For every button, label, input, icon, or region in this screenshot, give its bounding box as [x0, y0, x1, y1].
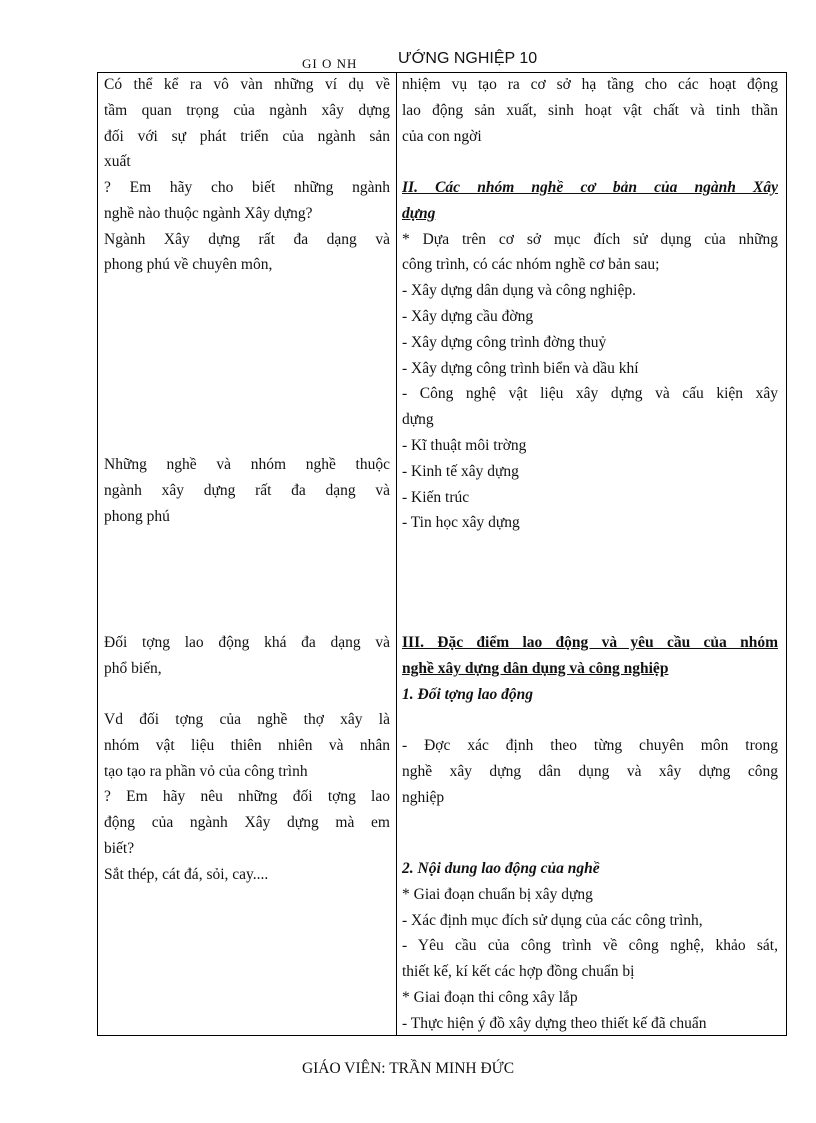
- left-line: phổ biến,: [104, 659, 162, 677]
- section-2: [402, 175, 778, 536]
- page-footer: GIÁO VIÊN: TRẦN MINH ĐỨC: [301, 1060, 515, 1077]
- right-line: của con ngời: [402, 127, 482, 145]
- left-line: Những nghề và nhóm nghề thuộc: [104, 456, 390, 473]
- right-line: - Yêu cầu của công trình về công nghệ, khảo sát,: [402, 937, 778, 955]
- left-line: phong phú về chuyên môn,: [104, 256, 273, 274]
- left-line: đối với sự phát triển của ngành sản: [104, 127, 390, 145]
- left-line: Có thể kể ra vô vàn những ví dụ về: [104, 76, 390, 93]
- left-line: Sắt thép, cát đá, sỏi, cay....: [104, 865, 269, 883]
- section-2-heading: II. Các nhóm nghề cơ bản của ngành Xây: [402, 179, 778, 196]
- right-line: thiết kế, kí kết các hợp đồng chuẩn bị: [402, 963, 635, 981]
- right-line: - Kĩ thuật môi trờng: [402, 436, 527, 454]
- left-block-2: [104, 175, 390, 278]
- section-3-subheading-2: 2. Nội dung lao động của nghề: [402, 860, 600, 877]
- right-line: - Đợc xác định theo từng chuyên môn trong: [402, 737, 778, 754]
- right-line: - Công nghệ vật liệu xây dựng và cấu kiện xây: [402, 385, 778, 403]
- right-line: dựng: [402, 411, 434, 429]
- section-3-heading: nghề xây dựng dân dụng và công nghiệp: [402, 659, 669, 677]
- right-intro: [402, 72, 778, 149]
- left-line: tầm quan trọng của ngành xây dựng: [104, 101, 390, 119]
- section-3: [402, 630, 778, 707]
- header-title: ƯỚNG NGHIỆP 10: [398, 50, 538, 67]
- left-line: ? Em hãy cho biết những ngành: [104, 179, 390, 196]
- column-divider: [396, 72, 397, 1036]
- left-line: nghề nào thuộc ngành Xây dựng?: [104, 204, 313, 222]
- section-3-sub1-body: [402, 733, 778, 810]
- right-line: - Xây dựng công trình biển và dầu khí: [402, 359, 639, 377]
- right-line: - Kinh tế xây dựng: [402, 462, 519, 480]
- left-line: tạo tạo ra phần vỏ của công trình: [104, 762, 308, 780]
- right-line: * Giai đoạn chuẩn bị xây dựng: [402, 885, 593, 903]
- right-line: - Thực hiện ý đồ xây dựng theo thiết kế đã chuẩn: [402, 1014, 707, 1032]
- left-line: Đối tợng lao động khá đa dạng và: [104, 634, 390, 651]
- left-line: phong phú: [104, 507, 170, 525]
- left-line: biết?: [104, 839, 135, 857]
- left-block-4: [104, 630, 390, 682]
- left-line: ngành xây dựng rất đa dạng và: [104, 481, 390, 499]
- right-line: * Giai đoạn thi công xây lắp: [402, 988, 578, 1006]
- left-block-1: [104, 72, 390, 175]
- left-block-5: [104, 707, 390, 888]
- page-header: [0, 50, 816, 72]
- right-line: nghề xây dựng dân dụng và xây dựng công: [402, 762, 778, 780]
- right-line: - Xây dựng dân dụng và công nghiệp.: [402, 282, 636, 300]
- header-left-fragment: GI O NH: [302, 56, 358, 71]
- right-line: - Tin học xây dựng: [402, 514, 520, 532]
- section-3-subheading-1: 1. Đối tợng lao động: [402, 685, 534, 703]
- right-line: * Dựa trên cơ sở mục đích sử dụng của những: [402, 230, 778, 248]
- right-line: công trình, có các nhóm nghề cơ bản sau;: [402, 256, 660, 274]
- right-line: nhiệm vụ tạo ra cơ sở hạ tầng cho các hoạt động: [402, 76, 778, 93]
- left-line: xuất: [104, 153, 131, 171]
- left-block-3: [104, 452, 390, 529]
- right-line: nghiệp: [402, 788, 445, 806]
- section-3-sub2: [402, 856, 778, 1037]
- right-line: lao động sản xuất, sinh hoạt vật chất và tinh thần: [402, 101, 778, 119]
- right-line: - Xây dựng công trình đờng thuỷ: [402, 333, 607, 351]
- left-line: ? Em hãy nêu những đối tợng lao: [104, 788, 390, 806]
- right-line: - Xây dựng cầu đờng: [402, 307, 534, 325]
- section-2-heading: dựng: [402, 204, 436, 222]
- left-line: Vd đối tợng của nghề thợ xây là: [104, 711, 390, 728]
- section-3-heading: III. Đặc điểm lao động và yêu cầu của nhóm: [402, 634, 778, 651]
- right-line: - Xác định mục đích sử dụng của các công trình,: [402, 911, 703, 929]
- left-line: động của ngành Xây dựng mà em: [104, 814, 390, 832]
- left-line: nhóm vật liệu thiên nhiên và nhân: [104, 736, 390, 754]
- right-line: - Kiến trúc: [402, 488, 470, 506]
- left-line: Ngành Xây dựng rất đa dạng và: [104, 230, 390, 248]
